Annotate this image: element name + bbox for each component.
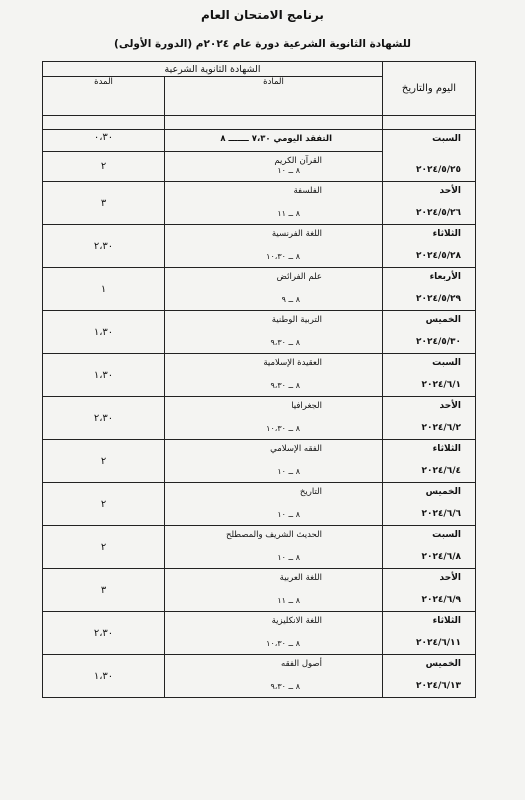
duration-cell: ١،٣٠	[43, 354, 165, 397]
exam-date: ٢٠٢٤/٥/٢٩	[415, 294, 461, 304]
day-name: الثلاثاء	[432, 616, 461, 626]
day-name: السبت	[432, 530, 461, 540]
duration-cell: ٢	[43, 483, 165, 526]
exam-schedule-table	[42, 61, 476, 698]
exam-time: ٨ ــ ١٠	[277, 510, 300, 519]
exam-date: ٢٠٢٤/٥/٣٠	[415, 337, 461, 347]
subject-cell	[165, 655, 383, 698]
subject-name: الفلسفة	[293, 186, 322, 196]
exam-date: ٢٠٢٤/٥/٢٨	[415, 251, 461, 261]
subject-name: اللغة الفرنسية	[271, 229, 322, 239]
exam-date: ٢٠٢٤/٥/٢٥	[415, 165, 461, 175]
duration-cell: ٢،٣٠	[43, 397, 165, 440]
subject-header: المادة	[165, 77, 383, 116]
subject-cell	[165, 569, 383, 612]
page-subtitle: للشهادة الثانوية الشرعية دورة عام ٢٠٢٤م (الدورة الأولى)	[114, 38, 411, 50]
exam-time: ٨ ــ ٩،٣٠	[270, 381, 300, 390]
exam-time: ٨ ــ ١٠،٣٠	[266, 252, 300, 261]
day-date-cell	[383, 483, 476, 526]
day-date-cell	[383, 130, 476, 182]
exam-time: ٨ ــ ١٠	[277, 166, 300, 175]
duration-cell: ٢،٣٠	[43, 612, 165, 655]
day-date-cell	[383, 569, 476, 612]
exam-time: ٨ ــ ١٠،٣٠	[266, 424, 300, 433]
day-date-cell	[383, 526, 476, 569]
day-name: السبت	[432, 134, 461, 144]
subject-cell	[165, 354, 383, 397]
day-name: الأحد	[439, 401, 461, 411]
duration-cell: ٢	[43, 152, 165, 182]
certificate-header: الشهادة الثانوية الشرعية	[43, 62, 383, 77]
exam-time: ٨ ــ ١٠،٣٠	[266, 639, 300, 648]
duration-cell: ٢،٣٠	[43, 225, 165, 268]
day-name: الثلاثاء	[432, 444, 461, 454]
schedule-row	[43, 311, 476, 354]
day-name: السبت	[432, 358, 461, 368]
duration-header: المدة	[43, 77, 165, 116]
exam-time: ٨ ــ ٩	[281, 295, 300, 304]
day-date-cell	[383, 440, 476, 483]
subject-name: اللغة الانكليزية	[271, 616, 322, 626]
exam-date: ٢٠٢٤/٦/٤	[421, 466, 461, 476]
exam-time: ٨ ــ ٩،٣٠	[270, 338, 300, 347]
subject-cell	[165, 225, 383, 268]
subject-name: القرآن الكريم	[274, 156, 322, 166]
schedule-row	[43, 569, 476, 612]
page-title: برنامج الامتحان العام	[201, 8, 324, 22]
subject-name: التاريخ	[299, 487, 322, 497]
subject-cell	[165, 152, 383, 182]
duration-cell: ١،٣٠	[43, 311, 165, 354]
schedule-row	[43, 655, 476, 698]
exam-date: ٢٠٢٤/٦/١	[421, 380, 461, 390]
duration-cell: ١،٣٠	[43, 655, 165, 698]
duration-cell: ٢	[43, 526, 165, 569]
subject-name: الحديث الشريف والمصطلح	[225, 530, 322, 540]
day-name: الأحد	[439, 186, 461, 196]
subject-name: أصول الفقه	[281, 659, 322, 669]
exam-date: ٢٠٢٤/٦/٩	[421, 595, 461, 605]
day-date-cell	[383, 612, 476, 655]
day-date-cell	[383, 182, 476, 225]
day-date-header: اليوم والتاريخ	[383, 62, 476, 116]
duration-cell: ٣	[43, 569, 165, 612]
schedule-row	[43, 526, 476, 569]
schedule-row	[43, 483, 476, 526]
exam-date: ٢٠٢٤/٦/٨	[421, 552, 461, 562]
day-date-cell	[383, 655, 476, 698]
header-gap	[43, 116, 476, 130]
duration-cell: ١	[43, 268, 165, 311]
subject-cell	[165, 526, 383, 569]
day-name: الثلاثاء	[432, 229, 461, 239]
schedule-row	[43, 182, 476, 225]
subject-cell	[165, 311, 383, 354]
subject-name: علم الفرائض	[276, 272, 322, 282]
schedule-row	[43, 268, 476, 311]
duration-cell: ٢	[43, 440, 165, 483]
exam-date: ٢٠٢٤/٦/٦	[421, 509, 461, 519]
subject-name: التربية الوطنية	[271, 315, 322, 325]
day-date-cell	[383, 225, 476, 268]
exam-time: ٨ ــ ١١	[277, 596, 300, 605]
exam-date: ٢٠٢٤/٦/١١	[415, 638, 461, 648]
subject-cell	[165, 483, 383, 526]
schedule-row	[43, 612, 476, 655]
subject-cell	[165, 182, 383, 225]
day-date-cell	[383, 354, 476, 397]
exam-time: ٨ ــ ١٠	[277, 553, 300, 562]
schedule-row	[43, 354, 476, 397]
exam-date: ٢٠٢٤/٦/٢	[421, 423, 461, 433]
subject-cell	[165, 440, 383, 483]
day-name: الأحد	[439, 573, 461, 583]
day-date-cell	[383, 268, 476, 311]
subject-name: اللغة العربية	[279, 573, 322, 583]
day-name: الخميس	[425, 659, 461, 669]
day-date-cell	[383, 397, 476, 440]
subject-name: الجغرافيا	[291, 401, 322, 411]
duration-cell: ٠،٣٠	[43, 130, 165, 152]
day-name: الخميس	[425, 487, 461, 497]
schedule-row	[43, 397, 476, 440]
duration-cell: ٣	[43, 182, 165, 225]
subject-cell	[165, 397, 383, 440]
exam-date: ٢٠٢٤/٦/١٣	[415, 681, 461, 691]
schedule-row	[43, 440, 476, 483]
schedule-row	[43, 225, 476, 268]
subject-name: التفقد اليومي ٧،٣٠ ـــــــ ٨	[220, 134, 332, 144]
day-date-cell	[383, 311, 476, 354]
subject-cell	[165, 130, 383, 152]
exam-time: ٨ ــ ١٠	[277, 467, 300, 476]
day-name: الخميس	[425, 315, 461, 325]
schedule-row	[43, 130, 476, 152]
subject-cell	[165, 268, 383, 311]
subject-cell	[165, 612, 383, 655]
subject-name: العقيدة الإسلامية	[263, 358, 322, 368]
day-name: الأربعاء	[429, 272, 461, 282]
exam-date: ٢٠٢٤/٥/٢٦	[415, 208, 461, 218]
subject-name: الفقه الإسلامي	[270, 444, 322, 454]
exam-time: ٨ ــ ١١	[277, 209, 300, 218]
exam-time: ٨ ــ ٩،٣٠	[270, 682, 300, 691]
